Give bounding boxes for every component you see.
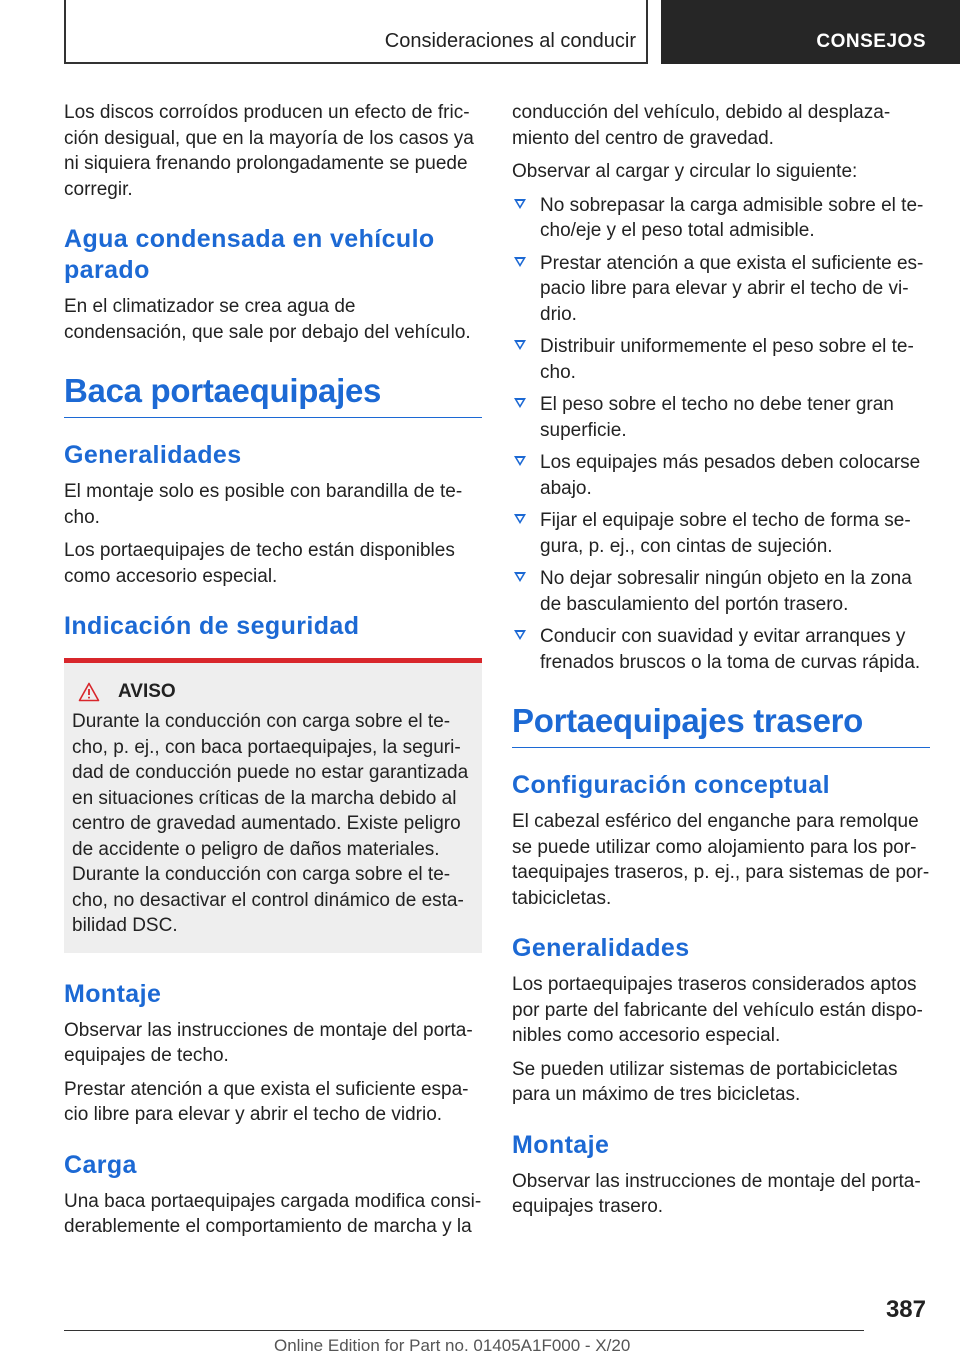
paragraph: Se pueden utilizar sistemas de portabicicletas para un máximo de tres bicicletas. [512,1058,898,1105]
paragraph: Los portaequipajes traseros considerados aptos por parte del fabricante del vehículo están dispo-nibles como accesorio especial. [512,974,923,1046]
paragraph: Prestar atención a que exista el suficiente espa-cio libre para elevar y abrir el techo de vidrio. [64,1078,469,1125]
paragraph: Los portaequipajes de techo están disponibles como accesorio especial. [64,540,455,587]
footer-text: Online Edition for Part no. 01405A1F000 - X/20 [274,1336,631,1355]
warning-text: Durante la conducción con carga sobre el te-cho, p. ej., con baca portaequipajes, la seguri-dad de conducción puede no estar garantizada en situaciones críticas de la marcha debido al centro de gravedad aumentado. Existe peligro de accidente o peligro de daños materiales. Durante la conducción con carga sobre el te-cho, no desactivar el control dinámico de esta-bilidad DSC. [72,711,469,936]
paragraph: El montaje solo es posible con barandilla de te-cho. [64,481,463,528]
list-item-text: El peso sobre el techo no debe tener gran superficie. [540,394,894,441]
heading-montaje: Montaje [64,979,162,1008]
list-item [512,193,930,244]
list-item-text: Conducir con suavidad y evitar arranques y frenados bruscos o la toma de curvas rápida. [540,626,921,673]
heading-condensada: Agua condensada en vehículo parado [64,225,435,284]
paragraph: Observar las instrucciones de montaje del porta-equipajes de techo. [64,1019,473,1066]
heading-montaje: Montaje [512,1130,610,1159]
list-item-text: Prestar atención a que exista el suficiente es-pacio libre para elevar y abrir el techo de vi-drio. [540,252,924,325]
warning-label: AVISO [118,681,176,702]
list-item [512,450,930,501]
paragraph: El cabezal esférico del enganche para remolque se puede utilizar como alojamiento para los por-taequipajes traseros, p. ej., para sistemas de por-tabicicletas. [512,811,930,909]
warning-triangle-icon [78,682,100,702]
triangle-bullet-icon [514,630,526,640]
triangle-bullet-icon [514,572,526,582]
header-section [64,0,648,64]
bullet-list [512,193,930,676]
paragraph: En el climatizador se crea agua de condensación, que sale por debajo del vehículo. [64,296,471,343]
right-column [512,100,930,1228]
chapter-title: CONSEJOS [816,31,926,52]
triangle-bullet-icon [514,514,526,524]
list-item-text: Los equipajes más pesados deben colocarse abajo. [540,452,921,499]
warning-header [72,681,472,703]
list-item-text: Distribuir uniformemente el peso sobre el te-cho. [540,336,914,383]
list-item [512,566,930,617]
paragraph: conducción del vehículo, debido al desplaza-miento del centro de gravedad. [512,102,891,149]
list-item-text: No dejar sobresalir ningún objeto en la zona de basculamiento del portón trasero. [540,568,912,615]
triangle-bullet-icon [514,199,526,209]
triangle-bullet-icon [514,257,526,267]
warning-box [64,658,482,953]
list-item-text: Fijar el equipaje sobre el techo de forma se-gura, p. ej., con cintas de sujeción. [540,510,911,557]
left-column [64,100,482,1248]
heading-trasero: Portaequipajes trasero [512,701,930,748]
paragraph: Una baca portaequipajes cargada modifica consi-derablemente el comportamiento de marcha y la [64,1190,482,1237]
list-item-text: No sobrepasar la carga admisible sobre el te-cho/eje y el peso total admisible. [540,194,924,241]
heading-config: Configuración conceptual [512,771,830,799]
triangle-bullet-icon [514,340,526,350]
paragraph: Los discos corroídos producen un efecto de fric-ción desigual, que en la mayoría de los casos ya ni siquiera frenando prolongadamente se puede corregir. [64,102,474,200]
heading-generalidades: Generalidades [64,441,242,469]
heading-seguridad: Indicación de seguridad [64,612,360,640]
chapter-tab [661,0,960,64]
list-item [512,508,930,559]
heading-baca: Baca portaequipajes [64,371,482,418]
list-item [512,334,930,385]
list-item [512,251,930,328]
paragraph: Observar las instrucciones de montaje del porta-equipajes trasero. [512,1170,921,1217]
section-title: Consideraciones al conducir [384,30,636,52]
footer-divider [64,1330,864,1331]
list-item [512,624,930,675]
heading-carga: Carga [64,1150,137,1179]
triangle-bullet-icon [514,456,526,466]
paragraph: Observar al cargar y circular lo siguiente: [512,161,858,182]
triangle-bullet-icon [514,398,526,408]
page-number: 387 [885,1296,926,1323]
list-item [512,392,930,443]
heading-generalidades: Generalidades [512,934,690,962]
